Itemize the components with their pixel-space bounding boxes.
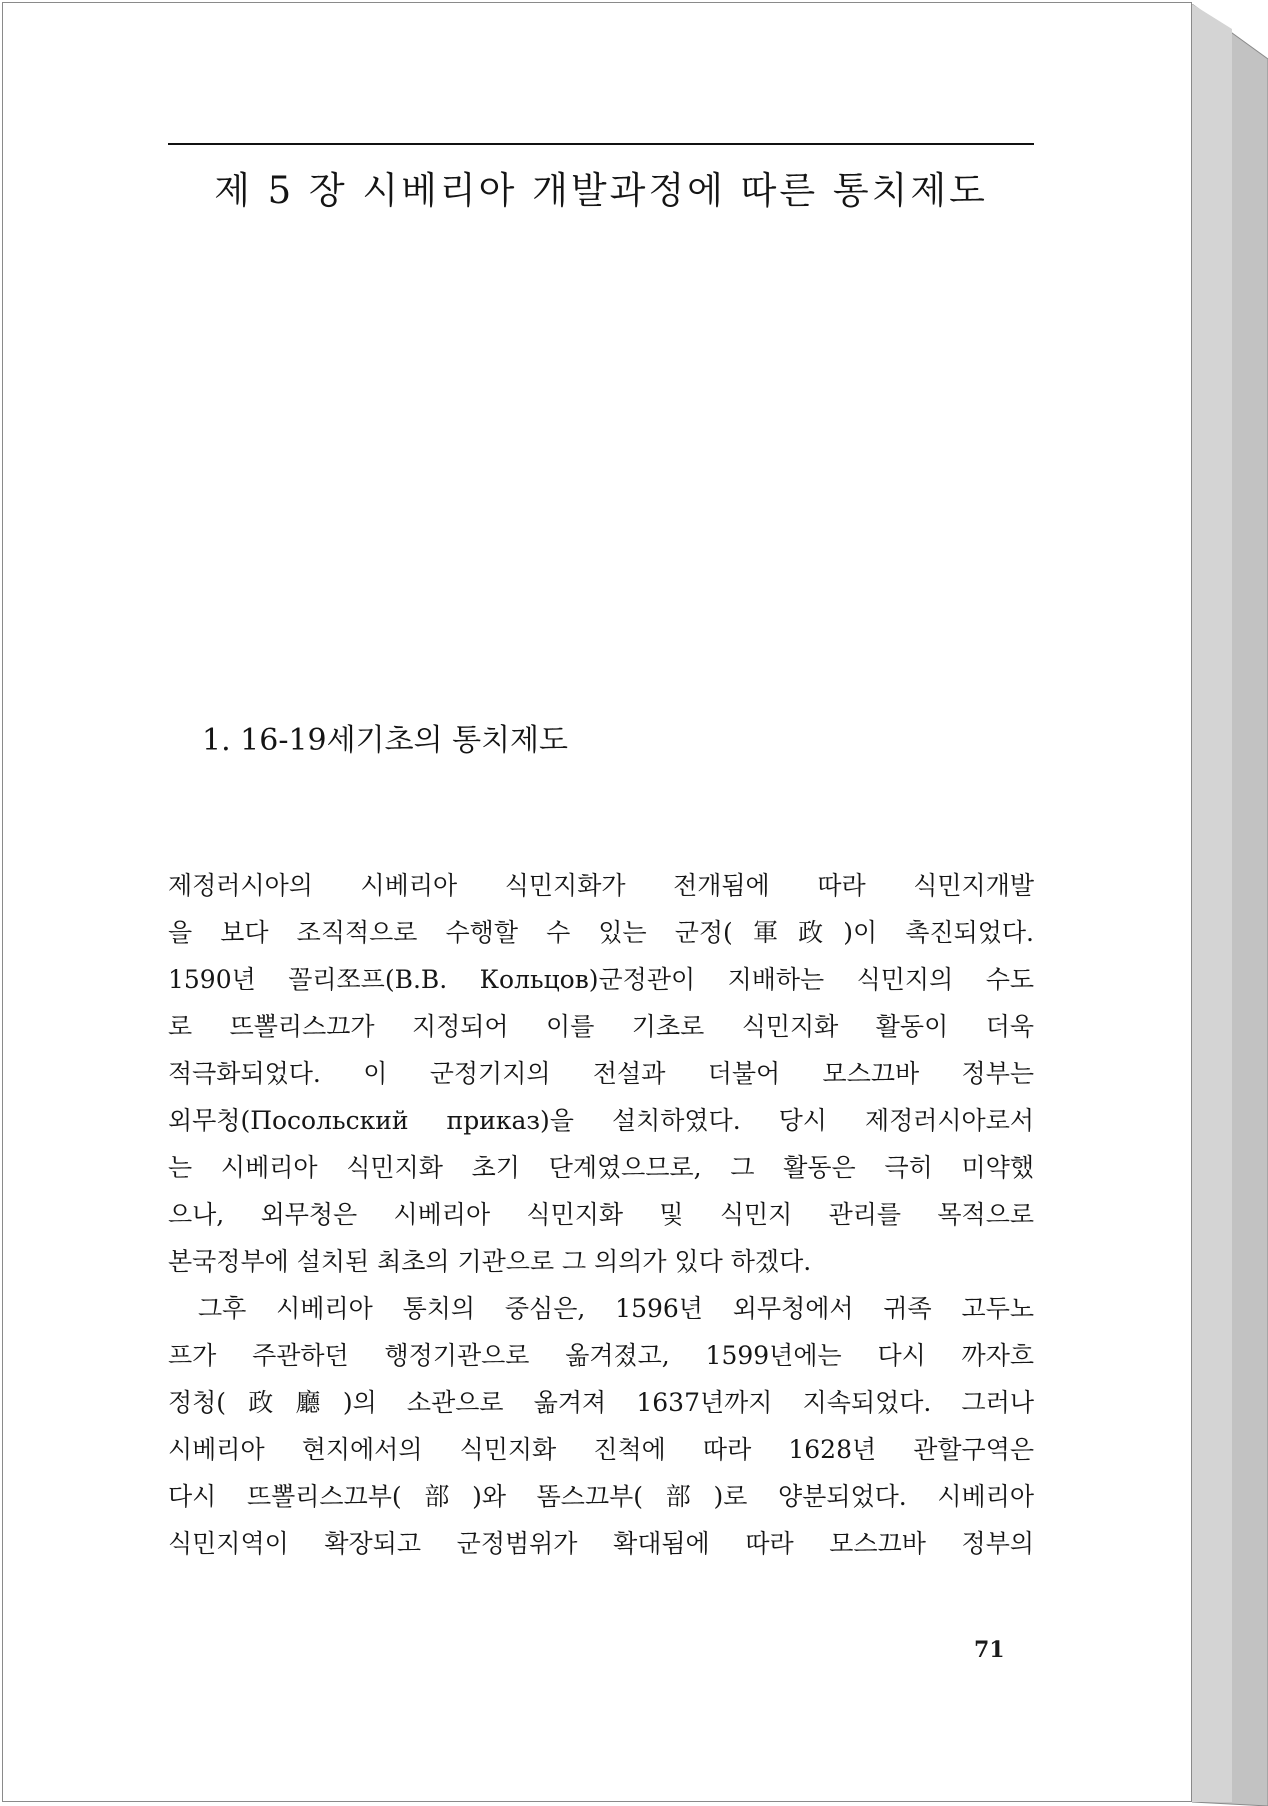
body-text xyxy=(168,862,1034,1567)
text-line: 프가 주관하던 행정기관으로 옮겨졌고, 1599년에는 다시 까자흐 xyxy=(168,1341,1034,1370)
book-page-edge xyxy=(1192,4,1268,1806)
text-line: 적극화되었다. 이 군정기지의 전설과 더불어 모스끄바 정부는 xyxy=(168,1059,1034,1088)
chapter-title: 제 5 장 시베리아 개발과정에 따른 통치제도 xyxy=(214,169,988,212)
text-line: 다시 뜨뽈리스끄부(部)와 똠스끄부(部)로 양분되었다. 시베리아 xyxy=(168,1482,1034,1511)
section-heading: 1. 16-19세기초의 통치제도 xyxy=(202,723,569,758)
text-line: 그후 시베리아 통치의 중심은, 1596년 외무청에서 귀족 고두노 xyxy=(198,1294,1034,1323)
text-line: 으나, 외무청은 시베리아 식민지화 및 식민지 관리를 목적으로 xyxy=(168,1200,1034,1229)
text-line: 을 보다 조직적으로 수행할 수 있는 군정(軍政)이 촉진되었다. xyxy=(168,918,1034,947)
text-line: 로 뜨뽈리스끄가 지정되어 이를 기초로 식민지화 활동이 더욱 xyxy=(168,1012,1034,1041)
chapter-top-rule xyxy=(168,143,1034,145)
text-line: 외무청(Посольский приказ)을 설치하였다. 당시 제정러시아로서 xyxy=(168,1106,1034,1135)
text-line: 는 시베리아 식민지화 초기 단계였으므로, 그 활동은 극히 미약했 xyxy=(168,1153,1034,1182)
text-line: 시베리아 현지에서의 식민지화 진척에 따라 1628년 관할구역은 xyxy=(168,1435,1034,1464)
text-line: 제정러시아의 시베리아 식민지화가 전개됨에 따라 식민지개발 xyxy=(168,871,1034,900)
text-line: 본국정부에 설치된 최초의 기관으로 그 의의가 있다 하겠다. xyxy=(168,1247,812,1276)
text-line: 1590년 꼴리쪼프(B.B. Кольцов)군정관이 지배하는 식민지의 수도 xyxy=(168,965,1034,994)
text-line: 정청(政廳)의 소관으로 옮겨져 1637년까지 지속되었다. 그러나 xyxy=(168,1388,1034,1417)
text-line: 식민지역이 확장되고 군정범위가 확대됨에 따라 모스끄바 정부의 xyxy=(168,1529,1034,1558)
page-number: 71 xyxy=(974,1637,1005,1663)
